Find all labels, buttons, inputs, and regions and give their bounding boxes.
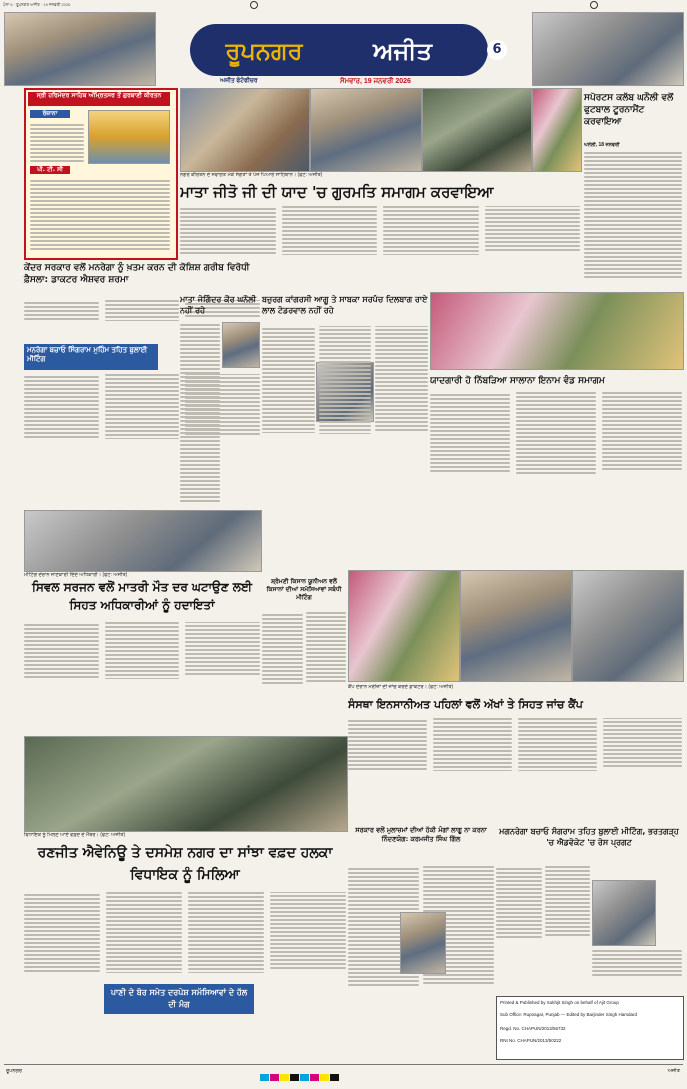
registration-mark-left (250, 1, 258, 9)
manrega-body (496, 866, 590, 990)
swatch-black (290, 1074, 299, 1081)
masthead-subtitle: ਅਜੀਤ ਫੋਟੋਫੀਚਰ (220, 78, 258, 84)
group-photo (24, 736, 348, 832)
footer-right: ਅਜੀਤ (667, 1068, 680, 1074)
golden-temple-photo (88, 110, 170, 164)
headline-mata-jito: ਮਾਤਾ ਜੀਤੋ ਜੀ ਦੀ ਯਾਦ 'ਚ ਗੁਰਮਤਿ ਸਮਾਗਮ ਕਰਵਾਇਆ (180, 183, 494, 201)
pani-box: ਪਾਣੀ ਦੇ ਬੋਰ ਸਮੇਤ ਦਰਪੇਸ਼ ਸਮੱਸਿਆਵਾਂ ਦੇ ਹੱਲ ਦੀ ਮੰਗ (104, 984, 254, 1014)
imprint-line-1: Printed & Published by Sukhjit Singh on behalf of Ajit Group (500, 1000, 619, 1005)
headline-mata-jinder: ਮਾਤਾ ਜੋਗਿੰਦਰ ਕੌਰ ਘਨੌਲੀ ਨਹੀਂ ਰਹੇ (180, 295, 257, 315)
headline-civil: ਸਿਵਲ ਸਰਜਨ ਵਲੋਂ ਮਾਤਰੀ ਮੌਤ ਦਰ ਘਟਾਉਣ ਲਈ ਸਿਹਤ ਅਧਿਕਾਰੀਆਂ ਨੂੰ ਹਦਾਇਤਾਂ (32, 580, 252, 612)
yadgari-body (430, 392, 682, 548)
congress-body-bottom (24, 374, 260, 506)
swatch-magenta (270, 1074, 279, 1081)
senior-body (262, 326, 428, 570)
swatch-magenta-2 (310, 1074, 319, 1081)
masthead-right-skyline (532, 12, 684, 86)
camp-photo-2 (460, 570, 572, 682)
quote-box: ਮਨਰੇਗਾ ਬਚਾਓ ਸਿੰਗਰਾਮ ਮੁਹਿੰਮ ਤਹਿਤ ਬੁਲਾਈ ਮੀਟਿੰਗ (24, 344, 158, 370)
camp-caption: ਕੈਂਪ ਦੌਰਾਨ ਮਰੀਜ਼ਾਂ ਦੀ ਜਾਂਚ ਕਰਦੇ ਡਾਕਟਰ। (ਫੋਟੋ: ਅਜੀਤ) (348, 684, 454, 690)
headline-manrega: ਮਗਨਰੇਗਾ ਬਚਾਓ ਸੰਗਰਾਮ ਤਹਿਤ ਬੁਲਾਈ ਮੀਟਿੰਗ, ਭਰਤਗੜ੍ਹ 'ਚ ਐਡਵੋਕੇਟ 'ਚ ਰੋਸ ਪ੍ਰਗਟ (499, 827, 679, 847)
headline-ranjit: ਰਣਜੀਤ ਐਵੇਨਿਊ ਤੇ ਦਸਮੇਸ਼ ਨਗਰ ਦਾ ਸਾਂਝਾ ਵਫ਼ਦ ਹਲਕਾ ਵਿਧਾਇਕ ਨੂੰ ਮਿਲਿਆ (37, 845, 333, 883)
kisan-body (262, 612, 346, 734)
meeting-photo (24, 510, 262, 572)
print-slug: ਪੰਨਾ 6 · ਰੂਪਨਗਰ ਅਜੀਤ · 19 ਜਨਵਰੀ 2026 (3, 2, 71, 7)
masthead-title-left: ਰੂਪਨਗਰ (225, 37, 303, 65)
color-bar (260, 1068, 430, 1076)
promo-body (30, 122, 84, 162)
masthead-page-number: 6 (487, 40, 507, 60)
swatch-yellow (280, 1074, 289, 1081)
prize-photo (430, 292, 684, 370)
imprint-line-3: Regd. No. CHAPUN/2013/56732 (500, 1026, 566, 1031)
manrega-body-2 (592, 948, 682, 990)
promo-heading: ਸ੍ਰੀ ਹਰਿਮੰਦਰ ਸਾਹਿਬ ਅੰਮ੍ਰਿਤਸਰ ਤੋਂ ਗੁਰਬਾਣੀ ਕੀਰਤਨ (28, 92, 170, 106)
right-column-body (584, 150, 682, 280)
masthead-left-skyline (4, 12, 156, 86)
swatch-black-2 (330, 1074, 339, 1081)
meeting-caption: ਮੀਟਿੰਗ ਦੌਰਾਨ ਜਾਣਕਾਰੀ ਦਿੰਦੇ ਅਧਿਕਾਰੀ। (ਫੋਟੋ: ਅਜੀਤ) (24, 572, 128, 578)
headline-senior: ਬਜ਼ੁਰਗ ਕਾਂਗਰਸੀ ਆਗੂ ਤੇ ਸਾਬਕਾ ਸਰਪੰਚ ਦਿਲਬਾਗ ਰਾਏ ਲਾਲ ਟੋਡਰਵਾਲ ਨਹੀਂ ਰਹੇ (262, 295, 428, 315)
top-photo-4 (532, 88, 582, 172)
promo-label: ਰੋਜ਼ਾਨਾ (30, 110, 70, 118)
civil-body (24, 622, 260, 734)
headline-yadgari: ਯਾਦਗਾਰੀ ਹੋ ਨਿੱਬੜਿਆ ਸਾਲਾਨਾ ਇਨਾਮ ਵੰਡ ਸਮਾਗਮ (430, 376, 605, 386)
top-photo-2 (310, 88, 422, 172)
mata-jinder-body (180, 322, 220, 502)
headline-sanstha: ਸੰਸਥਾ ਇਨਸਾਨੀਅਤ ਪਹਿਲਾਂ ਵਲੋਂ ਅੱਖਾਂ ਤੇ ਸਿਹਤ ਜਾਂਚ ਕੈਂਪ (348, 698, 583, 711)
imprint-line-2: Sub Office: Rupnagar, Punjab — Edited by Barjinder Singh Hamdard (500, 1012, 637, 1017)
swatch-yellow-2 (320, 1074, 329, 1081)
headline-sarkar: ਸਰਕਾਰ ਵਲੋਂ ਮੁਲਾਜ਼ਮਾਂ ਦੀਆਂ ਹੱਕੀ ਮੰਗਾਂ ਲਾਗੂ ਨਾ ਕਰਨਾ ਨਿੰਦਣਯੋਗ: ਕਰਮਜੀਤ ਸਿੰਘ ਗਿੱਲ (355, 826, 487, 843)
footer-left: ਰੂਪਨਗਰ (6, 1068, 23, 1074)
masthead-title-right: ਅਜੀਤ (373, 37, 432, 65)
top-photo-1 (180, 88, 310, 172)
headline-kisan: ਸ਼੍ਰੋਮਣੀ ਕਿਸਾਨ ਯੂਨੀਅਨ ਵਲੋਂ ਕਿਸਾਨਾਂ ਦੀਆਂ ਸਮੱਸਿਆਵਾਂ ਸਬੰਧੀ ਮੀਟਿੰਗ (266, 578, 342, 601)
group-caption: ਵਿਧਾਇਕ ਨੂੰ ਮਿਲਣ ਆਏ ਵਫ਼ਦ ਦੇ ਮੈਂਬਰ। (ਫੋਟੋ: ਅਜੀਤ) (24, 832, 126, 838)
manrega-portrait (592, 880, 656, 946)
swatch-cyan-2 (300, 1074, 309, 1081)
registration-mark-right (590, 1, 598, 9)
mata-jinder-portrait (222, 322, 260, 368)
promo-tag: ਪੀ. ਟੀ. ਸੀ (30, 166, 70, 174)
right-column-note: ਘਨੌਲੀ, 18 ਜਨਵਰੀ (584, 142, 620, 148)
sarkar-portrait (400, 912, 446, 974)
masthead-date: ਸੋਮਵਾਰ, 19 ਜਨਵਰੀ 2026 (340, 78, 411, 85)
promo-schedule (30, 178, 170, 250)
ranjit-body (24, 892, 346, 1058)
headline-congress: ਕੇਂਦਰ ਸਰਕਾਰ ਵਲੋਂ ਮਨਰੇਗਾ ਨੂੰ ਖ਼ਤਮ ਕਰਨ ਦੀ ਕੋਸ਼ਿਸ਼ ਗਰੀਬ ਵਿਰੋਧੀ ਫ਼ੈਸਲਾ: ਡਾਕਟਰ ਐਸ਼ਵਰ ਸ਼ਰਮਾ (24, 263, 250, 285)
imprint-line-4: RNI No. CHAPUN/2013/50222 (500, 1038, 562, 1043)
footer-rule (4, 1064, 683, 1065)
top-caption: ਨਗਰ ਕੀਰਤਨ ਦੇ ਸਵਾਗਤ ਮੌਕੇ ਸੰਗਤਾਂ ਤੇ ਪੰਜ ਪਿਆਰੇ ਸਾਹਿਬਾਨ। (ਫੋਟੋ: ਅਜੀਤ) (180, 172, 323, 178)
swatch-cyan (260, 1074, 269, 1081)
right-column-heading: ਸਪੋਰਟਸ ਕਲੱਬ ਘਨੌਲੀ ਵਲੋਂ ਫੁਟਬਾਲ ਟੂਰਨਾਮੈਂਟ ਕਰਵਾਇਆ (584, 93, 674, 127)
top-photo-3 (422, 88, 532, 172)
sanstha-body (348, 718, 682, 822)
camp-photo-1 (348, 570, 460, 682)
camp-photo-3 (572, 570, 684, 682)
